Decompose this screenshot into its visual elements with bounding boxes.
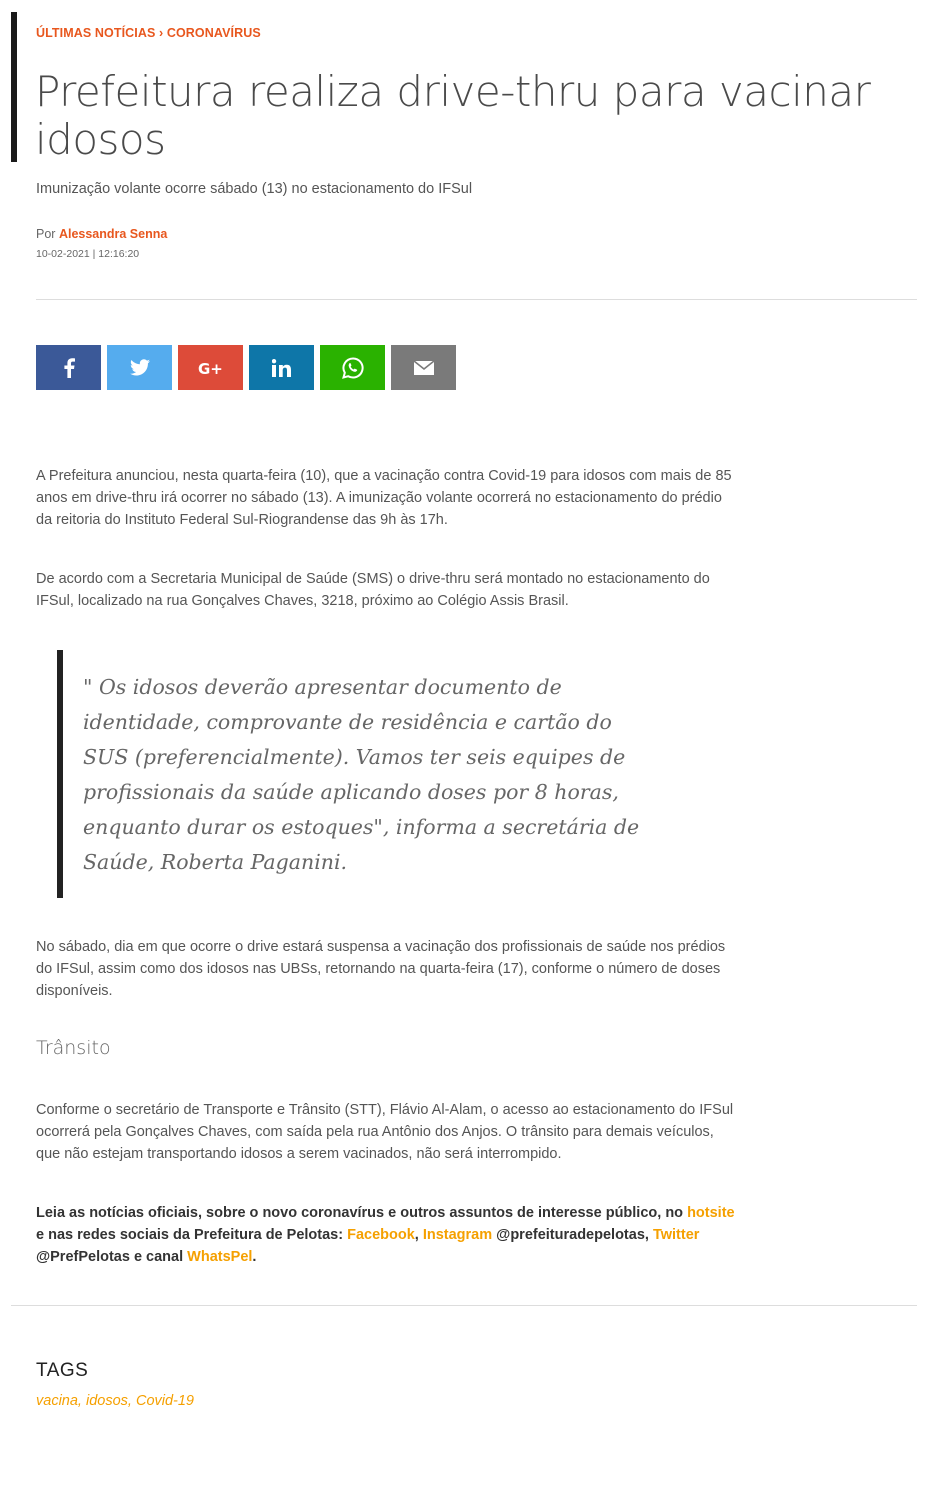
breadcrumb-separator: › [159, 26, 164, 40]
tag-separator: , [77, 1393, 86, 1409]
article-paragraph: Conforme o secretário de Transporte e Trânsito (STT), Flávio Al-Alam, o acesso ao estacionamento do IFSul ocorrerá pela Gonçalves Chaves, com saída pela rua Antônio dos Anjos. O trânsito para demais veículos, que não estejam transportando idosos a serem vacinados, não será interrompido. [36, 1102, 734, 1162]
email-icon [413, 360, 435, 376]
note-text: @prefeituradepelotas, [492, 1227, 653, 1243]
divider [11, 1305, 917, 1306]
divider [36, 299, 917, 300]
note-text: e nas redes sociais da Prefeitura de Pelotas: [36, 1227, 348, 1243]
article-paragraph: No sábado, dia em que ocorre o drive estará suspensa a vacinação dos profissionais de saúde nos prédios do IFSul, assim como dos idosos nas UBSs, retornando na quarta-feira (17), conforme o número de doses disponíveis. [36, 939, 726, 999]
article-subtitle: Imunização volante ocorre sábado (13) no estacionamento do IFSul [36, 181, 473, 197]
share-bar [36, 345, 456, 390]
share-google-plus-button[interactable] [178, 345, 243, 390]
tags-list [36, 1393, 194, 1409]
instagram-link[interactable]: Instagram [422, 1227, 493, 1243]
tag-link[interactable]: idosos [85, 1393, 128, 1409]
breadcrumb-category-link[interactable]: CORONAVÍRUS [166, 26, 261, 40]
whatsapp-icon [341, 356, 365, 380]
note-text: @PrefPelotas e canal [36, 1249, 188, 1265]
section-heading: Trânsito [36, 1037, 111, 1059]
blockquote: " Os idosos deverão apresentar documento de identidade, comprovante de residência e cartão do SUS (preferencialmente). Vamos ter seis equipes de profissionais da saúde aplicando doses por 8 horas, enquanto durar os estoques", informa a secretária de Saúde, Roberta Paganini. [83, 675, 640, 874]
official-news-note [36, 1202, 741, 1268]
quote-accent-bar [57, 650, 63, 898]
author-link[interactable]: Alessandra Senna [58, 227, 168, 241]
twitter-link[interactable]: Twitter [652, 1227, 700, 1243]
svg-text:G+: G+ [197, 359, 223, 376]
facebook-icon [63, 358, 75, 378]
whatspel-link[interactable]: WhatsPel [187, 1249, 253, 1265]
share-whatsapp-button[interactable] [320, 345, 385, 390]
article-paragraph: De acordo com a Secretaria Municipal de Saúde (SMS) o drive-thru será montado no estacionamento do IFSul, localizado na rua Gonçalves Chaves, 3218, próximo ao Colégio Assis Brasil. [36, 571, 710, 609]
article-paragraph: A Prefeitura anunciou, nesta quarta-feira (10), que a vacinação contra Covid-19 para idosos com mais de 85 anos em drive-thru irá ocorrer no sábado (13). A imunização volante ocorrerá no estacionamento do prédio da reitoria do Instituto Federal Sul-Riograndense das 9h às 17h. [36, 468, 732, 528]
hotsite-link[interactable]: hotsite [687, 1205, 735, 1221]
byline-label: Por [36, 227, 56, 241]
share-linkedin-button[interactable] [249, 345, 314, 390]
facebook-link[interactable]: Facebook [347, 1227, 415, 1243]
breadcrumb [36, 26, 261, 40]
note-text: Leia as notícias oficiais, sobre o novo coronavírus e outros assuntos de interesse público, no [36, 1205, 688, 1221]
tags-heading: TAGS [36, 1360, 89, 1381]
byline [36, 227, 167, 241]
share-facebook-button[interactable] [36, 345, 101, 390]
article-title: Prefeitura realiza drive-thru para vacinar idosos [35, 67, 871, 164]
note-text: . [252, 1249, 257, 1265]
tag-link[interactable]: vacina [36, 1393, 78, 1409]
google-plus-icon [198, 360, 224, 376]
article-date: 10-02-2021 | 12:16:20 [36, 248, 140, 260]
tag-link[interactable]: Covid-19 [135, 1393, 194, 1409]
twitter-icon [130, 359, 150, 376]
note-text: , [414, 1227, 423, 1243]
share-email-button[interactable] [391, 345, 456, 390]
title-accent-bar [11, 12, 17, 162]
breadcrumb-section-link[interactable]: ÚLTIMAS NOTÍCIAS [36, 26, 156, 40]
share-twitter-button[interactable] [107, 345, 172, 390]
linkedin-icon [272, 359, 292, 377]
tag-separator: , [127, 1393, 136, 1409]
